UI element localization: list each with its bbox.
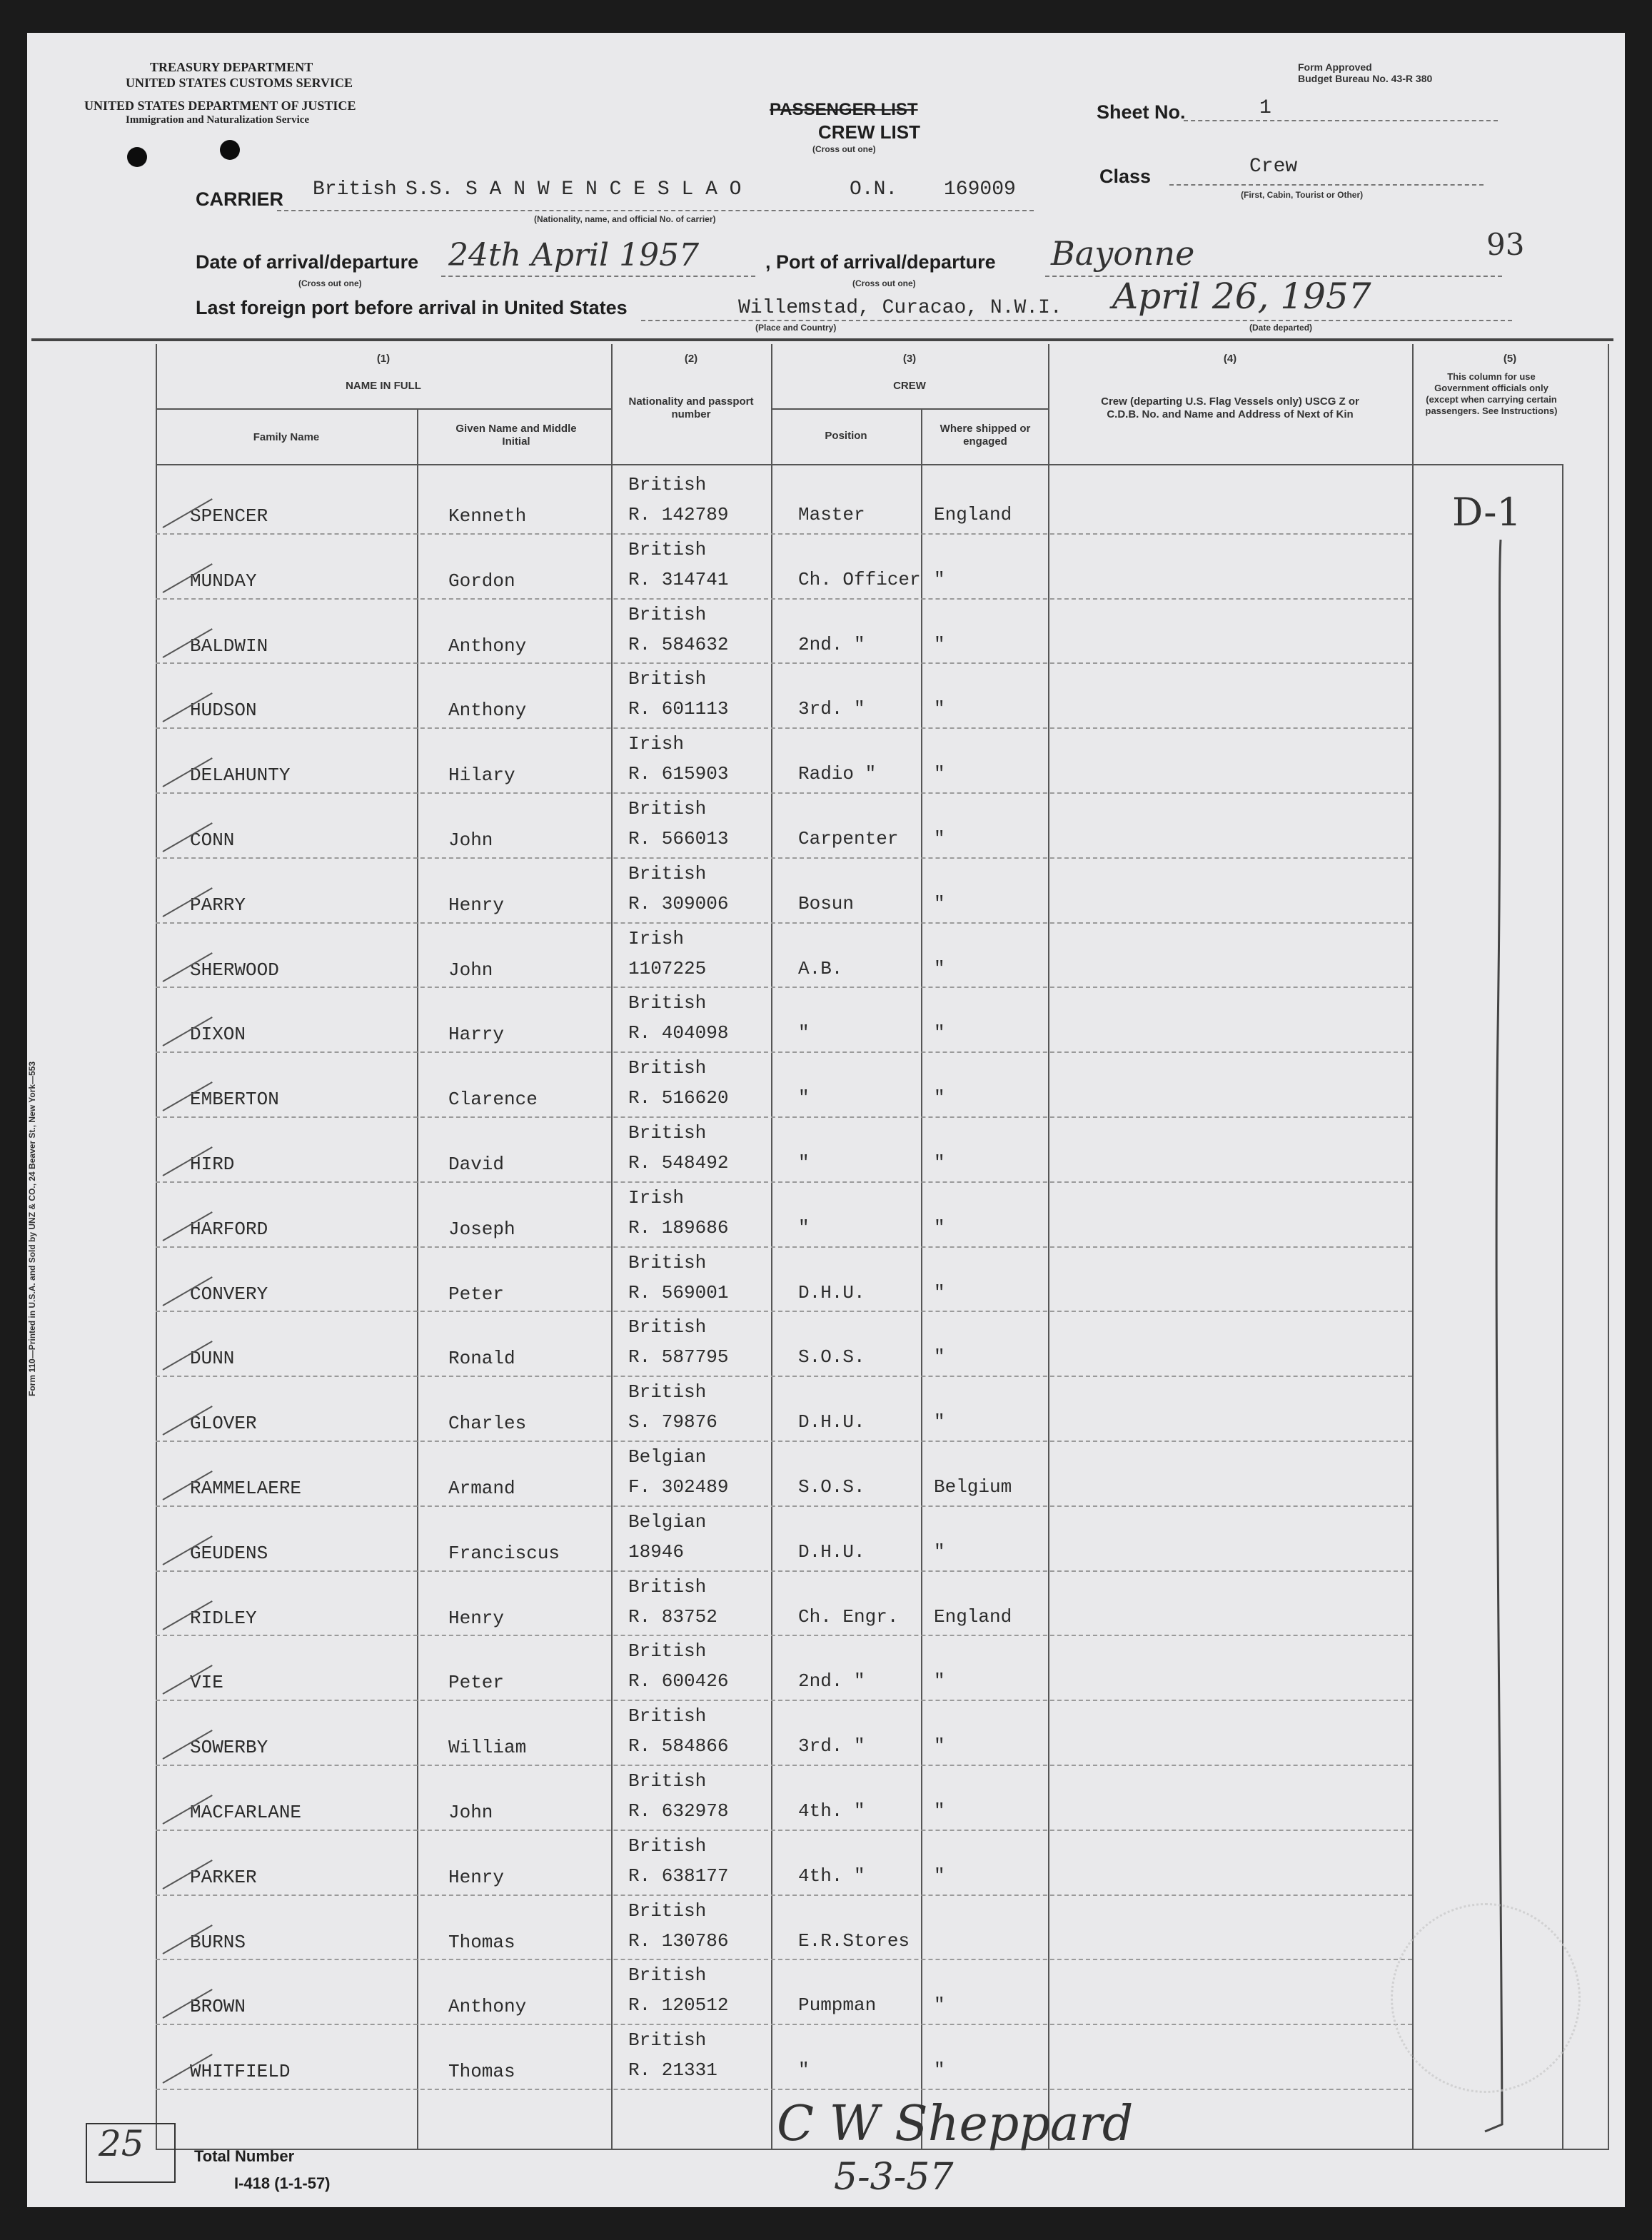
row-separator [156, 1635, 1412, 1636]
crew-passport: R. 601113 [628, 698, 729, 720]
crew-nationality: Irish [628, 733, 685, 755]
crew-position: D.H.U. [798, 1411, 865, 1433]
crew-position: " [798, 1152, 810, 1174]
agency-line-2: UNITED STATES CUSTOMS SERVICE [126, 76, 353, 90]
crew-passport: R. 548492 [628, 1152, 729, 1174]
crew-family-name: RIDLEY [190, 1607, 257, 1629]
signature-date: 5-3-57 [834, 2156, 954, 2199]
side-imprint: Form 110—Printed in U.S.A. and Sold by UNZ & CO., 24 Beaver St., New York—553 [27, 1061, 37, 1396]
crew-family-name: RAMMELAERE [190, 1478, 302, 1499]
crew-given-name: Franciscus [448, 1542, 560, 1564]
crew-passport: R. 632978 [628, 1800, 729, 1822]
row-separator [156, 1441, 1412, 1442]
crew-nationality: British [628, 1575, 707, 1598]
crew-position: S.O.S. [798, 1346, 865, 1368]
crew-shipped: " [934, 957, 945, 979]
last-port-line [641, 320, 1512, 321]
row-separator [156, 1765, 1412, 1766]
row-separator [156, 987, 1412, 988]
crew-nationality: British [628, 1770, 707, 1792]
arrival-date-value: 24th April 1957 [448, 237, 700, 273]
carrier-vessel: S.S. S A N W E N C E S L A O [406, 178, 742, 201]
crew-family-name: HIRD [190, 1154, 235, 1175]
row-separator [156, 1700, 1412, 1701]
crew-given-name: Armand [448, 1478, 515, 1499]
crew-given-name: Anthony [448, 635, 527, 657]
class-value: Crew [1249, 156, 1298, 178]
col5-title: This column for use Government officials only (except when carrying certain passengers. See Instructions) [1425, 371, 1558, 416]
crew-passport: R. 584866 [628, 1735, 729, 1757]
crew-nationality: British [628, 862, 707, 884]
arrival-date-label: Date of arrival/departure [196, 251, 419, 273]
carrier-nationality: British [313, 178, 397, 201]
crew-nationality: British [628, 1251, 707, 1273]
row-separator [156, 2024, 1412, 2025]
row-separator [156, 662, 1412, 664]
crew-nationality: British [628, 1381, 707, 1403]
crew-shipped: " [934, 1152, 945, 1174]
col1a-title: Family Name [253, 431, 320, 443]
carrier-line [277, 210, 1034, 211]
crew-position: 2nd. " [798, 1670, 865, 1692]
col5-num: (5) [1503, 353, 1517, 365]
crew-shipped: England [934, 1605, 1012, 1628]
crew-shipped: " [934, 763, 945, 785]
crew-given-name: Clarence [448, 1089, 538, 1111]
crew-shipped: " [934, 1994, 945, 2017]
punch-hole-left [127, 147, 147, 167]
crew-given-name: Thomas [448, 1931, 515, 1953]
row-separator [156, 1116, 1412, 1118]
crew-nationality: Irish [628, 927, 685, 949]
crew-family-name: WHITFIELD [190, 2061, 291, 2083]
crew-position: 2nd. " [798, 633, 865, 655]
list-type-note: (Cross out one) [812, 144, 876, 154]
port-note: (Cross out one) [852, 278, 916, 288]
crew-position: " [798, 2059, 810, 2082]
class-label: Class [1099, 166, 1152, 187]
crew-given-name: John [448, 1802, 493, 1823]
row-separator [156, 533, 1412, 535]
crew-given-name: Peter [448, 1283, 505, 1305]
crew-shipped: " [934, 1670, 945, 1692]
crew-passport: R. 404098 [628, 1022, 729, 1044]
crew-passport: R. 516620 [628, 1087, 729, 1109]
port-value: Bayonne [1051, 234, 1195, 273]
row-separator [156, 1311, 1412, 1312]
sheet-no-label: Sheet No. [1097, 101, 1186, 123]
col2-title: Nationality and passport number [628, 395, 754, 420]
col3-num: (3) [902, 353, 917, 365]
last-port-place-note: (Place and Country) [755, 323, 837, 333]
crew-family-name: MACFARLANE [190, 1802, 302, 1823]
crew-shipped: " [934, 1087, 945, 1109]
faint-seal-stamp [1391, 1903, 1581, 2093]
row-separator [156, 1959, 1412, 1960]
crew-passport: R. 566013 [628, 828, 729, 849]
crew-nationality: Irish [628, 1186, 685, 1209]
crew-nationality: Belgian [628, 1510, 707, 1533]
arrival-date-line [441, 276, 755, 277]
page-number-handwritten: 93 [1486, 227, 1525, 262]
crew-family-name: CONVERY [190, 1283, 268, 1305]
class-note: (First, Cabin, Tourist or Other) [1241, 190, 1364, 200]
crew-position: S.O.S. [798, 1476, 865, 1498]
header-rule [31, 338, 1613, 341]
crew-given-name: Kenneth [448, 505, 527, 527]
crew-nationality: British [628, 798, 707, 819]
agency-line-3: UNITED STATES DEPARTMENT OF JUSTICE [84, 99, 356, 113]
crew-nationality: Belgian [628, 1446, 707, 1468]
subheader-rule-3 [771, 408, 1048, 410]
crew-family-name: PARRY [190, 894, 246, 916]
crew-passport: R. 569001 [628, 1281, 729, 1303]
crew-list-form [27, 33, 1625, 2207]
crew-shipped: " [934, 1022, 945, 1044]
crew-shipped: " [934, 1540, 945, 1563]
crew-nationality: British [628, 668, 707, 690]
crew-given-name: Henry [448, 894, 505, 916]
crew-family-name: GEUDENS [190, 1542, 268, 1564]
crew-shipped: " [934, 1281, 945, 1303]
crew-nationality: British [628, 603, 707, 625]
crew-position: " [798, 1022, 810, 1044]
row-separator [156, 1505, 1412, 1507]
crew-shipped: " [934, 1865, 945, 1887]
crew-passport: R. 21331 [628, 2059, 717, 2082]
col-divider-4-5 [1412, 344, 1414, 2150]
crew-list-title: CREW LIST [818, 121, 920, 143]
crew-position: 3rd. " [798, 1735, 865, 1757]
crew-nationality: British [628, 1316, 707, 1338]
crew-given-name: David [448, 1154, 505, 1175]
crew-family-name: BROWN [190, 1996, 246, 2018]
form-approved-line-1: Form Approved [1298, 61, 1372, 73]
row-separator [156, 727, 1412, 729]
crew-nationality: British [628, 1705, 707, 1727]
crew-family-name: BURNS [190, 1931, 246, 1953]
column-head-bottom-rule [156, 464, 1562, 465]
col-divider-5-end [1562, 464, 1563, 2150]
crew-family-name: SPENCER [190, 505, 268, 527]
form-approved-line-2: Budget Bureau No. 43-R 380 [1298, 73, 1433, 84]
crew-given-name: John [448, 829, 493, 851]
port-label: , Port of arrival/departure [765, 251, 996, 273]
col-divider-1a-1b [417, 408, 418, 2150]
crew-shipped: " [934, 1411, 945, 1433]
row-separator [156, 598, 1412, 600]
crew-family-name: VIE [190, 1672, 223, 1694]
agency-line-1: TREASURY DEPARTMENT [150, 60, 313, 74]
crew-position: Ch. Engr. [798, 1605, 899, 1628]
crew-nationality: British [628, 538, 707, 560]
crew-given-name: Charles [448, 1413, 527, 1435]
subheader-rule-1 [156, 408, 611, 410]
crew-position: 3rd. " [798, 698, 865, 720]
crew-shipped: " [934, 568, 945, 590]
crew-position: Pumpman [798, 1994, 877, 2017]
crew-passport: 1107225 [628, 957, 707, 979]
carrier-on-label: O.N. [850, 178, 898, 201]
crew-position: E.R.Stores [798, 1929, 910, 1952]
crew-nationality: British [628, 1057, 707, 1079]
crew-given-name: Joseph [448, 1218, 515, 1240]
crew-nationality: British [628, 1964, 707, 1987]
crew-given-name: Ronald [448, 1348, 515, 1370]
total-number-value: 25 [99, 2123, 144, 2164]
crew-passport: R. 638177 [628, 1865, 729, 1887]
row-separator [156, 2089, 1412, 2090]
crew-passport: R. 615903 [628, 763, 729, 785]
crew-passport: R. 584632 [628, 633, 729, 655]
crew-shipped: " [934, 633, 945, 655]
punch-hole-right [220, 140, 240, 160]
row-separator [156, 792, 1412, 794]
col1-num: (1) [376, 353, 391, 365]
date-departed-value: April 26, 1957 [1112, 276, 1371, 317]
crew-family-name: DELAHUNTY [190, 765, 291, 787]
crew-given-name: Hilary [448, 765, 515, 787]
crew-family-name: BALDWIN [190, 635, 268, 657]
last-port-value: Willemstad, Curacao, N.W.I. [738, 297, 1062, 319]
crew-position: Bosun [798, 892, 855, 914]
crew-passport: F. 302489 [628, 1476, 729, 1498]
crew-given-name: Anthony [448, 1996, 527, 2018]
crew-position: A.B. [798, 957, 843, 979]
col3-title: CREW [893, 380, 926, 392]
crew-family-name: CONN [190, 829, 235, 851]
crew-shipped: " [934, 1800, 945, 1822]
crew-given-name: Gordon [448, 570, 515, 592]
crew-position: Radio " [798, 763, 877, 785]
crew-shipped: " [934, 1216, 945, 1238]
crew-nationality: British [628, 1122, 707, 1144]
crew-family-name: SOWERBY [190, 1737, 268, 1759]
crew-position: Carpenter [798, 828, 899, 849]
col1-title: NAME IN FULL [346, 380, 421, 392]
crew-family-name: EMBERTON [190, 1089, 279, 1111]
crew-nationality: British [628, 474, 707, 495]
crew-position: 4th. " [798, 1865, 865, 1887]
crew-given-name: Anthony [448, 700, 527, 722]
row-separator [156, 1181, 1412, 1183]
sheet-no-value: 1 [1259, 97, 1271, 119]
crew-given-name: Thomas [448, 2061, 515, 2083]
col1b-title: Given Name and Middle Initial [455, 423, 577, 448]
crew-shipped: " [934, 1346, 945, 1368]
crew-shipped: " [934, 828, 945, 849]
inspector-signature: C W Sheppard [777, 2096, 1134, 2152]
crew-passport: R. 314741 [628, 568, 729, 590]
crew-passport: R. 587795 [628, 1346, 729, 1368]
crew-passport: R. 83752 [628, 1605, 717, 1628]
gov-mark: D-1 [1452, 490, 1521, 535]
row-separator [156, 1376, 1412, 1377]
col2-num: (2) [684, 353, 698, 365]
crew-given-name: Peter [448, 1672, 505, 1694]
crew-position: D.H.U. [798, 1540, 865, 1563]
crew-position: Ch. Officer [798, 568, 921, 590]
crew-passport: R. 142789 [628, 504, 729, 525]
crew-family-name: DUNN [190, 1348, 235, 1370]
carrier-label: CARRIER [196, 188, 284, 210]
crew-shipped: " [934, 1735, 945, 1757]
crew-family-name: HARFORD [190, 1218, 268, 1240]
crew-passport: R. 189686 [628, 1216, 729, 1238]
carrier-official-no: 169009 [944, 178, 1016, 201]
class-line [1169, 184, 1484, 186]
crew-given-name: William [448, 1737, 527, 1759]
row-separator [156, 1830, 1412, 1831]
crew-passport: S. 79876 [628, 1411, 717, 1433]
crew-shipped: England [934, 504, 1012, 525]
date-departed-note: (Date departed) [1249, 323, 1313, 333]
col3b-title: Where shipped or engaged [940, 423, 1031, 448]
row-separator [156, 1246, 1412, 1248]
row-separator [156, 1570, 1412, 1572]
crew-family-name: DIXON [190, 1024, 246, 1046]
table-right-border [1608, 344, 1609, 2150]
row-separator [156, 1051, 1412, 1053]
crew-family-name: HUDSON [190, 700, 257, 722]
crew-nationality: British [628, 2029, 707, 2052]
crew-given-name: John [448, 959, 493, 981]
carrier-note: (Nationality, name, and official No. of carrier) [534, 214, 716, 224]
row-separator [156, 922, 1412, 924]
crew-passport: R. 130786 [628, 1929, 729, 1952]
crew-given-name: Henry [448, 1607, 505, 1629]
arrival-date-note: (Cross out one) [298, 278, 362, 288]
crew-nationality: British [628, 992, 707, 1014]
crew-position: " [798, 1216, 810, 1238]
crew-passport: R. 120512 [628, 1994, 729, 2017]
crew-family-name: SHERWOOD [190, 959, 279, 981]
crew-position: 4th. " [798, 1800, 865, 1822]
crew-given-name: Harry [448, 1024, 505, 1046]
col3a-title: Position [825, 430, 867, 442]
crew-passport: R. 309006 [628, 892, 729, 914]
crew-nationality: British [628, 1835, 707, 1857]
crew-nationality: British [628, 1900, 707, 1922]
crew-nationality: British [628, 1640, 707, 1663]
last-port-label: Last foreign port before arrival in United States [196, 297, 628, 318]
crew-given-name: Henry [448, 1866, 505, 1888]
sheet-no-line [1184, 120, 1498, 121]
crew-passport: 18946 [628, 1540, 685, 1563]
crew-position: Master [798, 504, 865, 525]
crew-family-name: PARKER [190, 1866, 257, 1888]
crew-family-name: GLOVER [190, 1413, 257, 1435]
agency-line-4: Immigration and Naturalization Service [126, 114, 310, 126]
crew-shipped: " [934, 892, 945, 914]
crew-shipped: " [934, 2059, 945, 2082]
crew-shipped: Belgium [934, 1476, 1012, 1498]
col4-title: Crew (departing U.S. Flag Vessels only) USCG Z or C.D.B. No. and Name and Address of Next of Kin [1101, 395, 1359, 420]
row-separator [156, 857, 1412, 859]
crew-passport: R. 600426 [628, 1670, 729, 1692]
crew-family-name: MUNDAY [190, 570, 257, 592]
crew-position: " [798, 1087, 810, 1109]
crew-position: D.H.U. [798, 1281, 865, 1303]
col-divider-3a-3b [921, 408, 922, 2150]
passenger-list-struck: PASSENGER LIST [770, 100, 918, 119]
form-number: I-418 (1-1-57) [234, 2174, 331, 2192]
col4-num: (4) [1223, 353, 1237, 365]
total-number-label: Total Number [194, 2147, 295, 2165]
crew-shipped: " [934, 698, 945, 720]
row-separator [156, 1895, 1412, 1896]
